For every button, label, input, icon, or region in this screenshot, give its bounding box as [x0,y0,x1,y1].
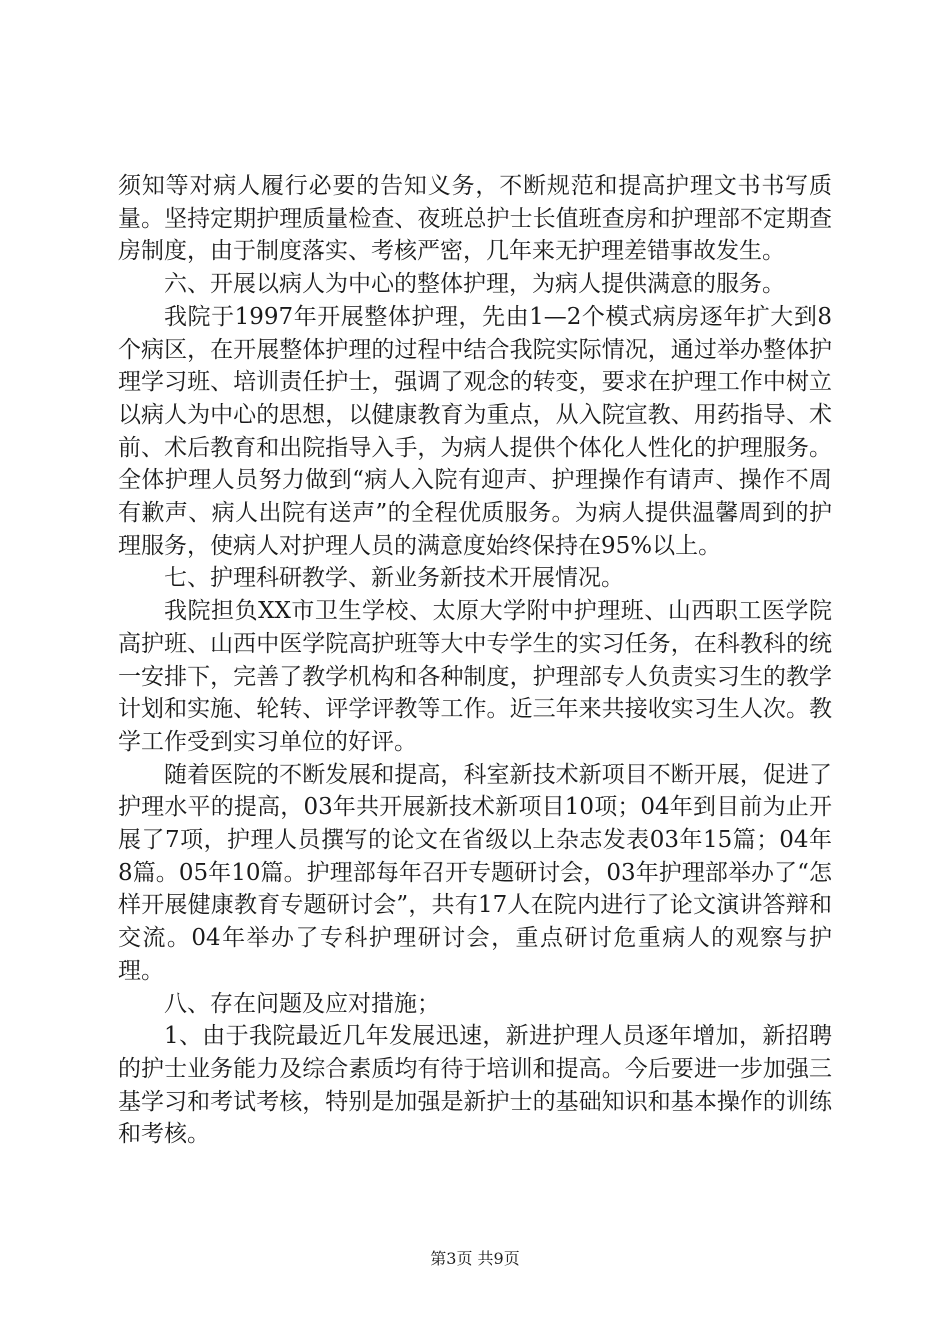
paragraph-4-heading-seven: 七、护理科研教学、新业务新技术开展情况。 [164,565,624,592]
paragraph-8: 1、由于我院最近几年发展迅速，新进护理人员逐年增加，新招聘的护士业务能力及综合素质均有待于培训和提高。今后要进一步加强三基学习和考试考核，特别是加强是新护士的基础知识和基本操作的训练和考核。 [118,1023,832,1148]
paragraph-7-heading-eight: 八、存在问题及应对措施； [164,990,440,1017]
paragraph-2-heading-six: 六、开展以病人为中心的整体护理，为病人提供满意的服务。 [164,271,785,298]
paragraph-1: 须知等对病人履行必要的告知义务，不断规范和提高护理文书书写质量。坚持定期护理质量检查、夜班总护士长值班查房和护理部不定期查房制度，由于制度落实、考核严密，几年来无护理差错事故发生。 [118,173,832,265]
document-body [118,170,832,1151]
paragraph-5: 我院担负XX市卫生学校、太原大学附中护理班、山西职工医学院高护班、山西中医学院高护班等大中专学生的实习任务，在科教科的统一安排下，完善了教学机构和各种制度，护理部专人负责实习生的教学计划和实施、轮转、评学评教等工作。近三年来共接收实习生人次。教学工作受到实习单位的好评。 [118,598,832,755]
paragraph-6: 随着医院的不断发展和提高，科室新技术新项目不断开展，促进了护理水平的提高，03年共开展新技术新项目10项；04年到目前为止开展了7项，护理人员撰写的论文在省级以上杂志发表03年15篇；04年8篇。05年10篇。护理部每年召开专题研讨会，03年护理部举办了“怎样开展健康教育专题研讨会”，共有17人在院内进行了论文演讲答辩和交流。04年举办了专科护理研讨会，重点研讨危重病人的观察与护理。 [118,761,832,984]
paragraph-3: 我院于1997年开展整体护理，先由1—2个模式病房逐年扩大到8个病区，在开展整体护理的过程中结合我院实际情况，通过举办整体护理学习班、培训责任护士，强调了观念的转变，要求在护理工作中树立以病人为中心的思想，以健康教育为重点，从入院宣教、用药指导、术前、术后教育和出院指导入手，为病人提供个体化人性化的护理服务。全体护理人员努力做到“病人入院有迎声、护理操作有请声、操作不周有歉声、病人出院有送声”的全程优质服务。为病人提供温馨周到的护理服务，使病人对护理人员的满意度始终保持在95%以上。 [118,303,832,559]
page-number-footer: 第3页 共9页 [430,1249,520,1268]
